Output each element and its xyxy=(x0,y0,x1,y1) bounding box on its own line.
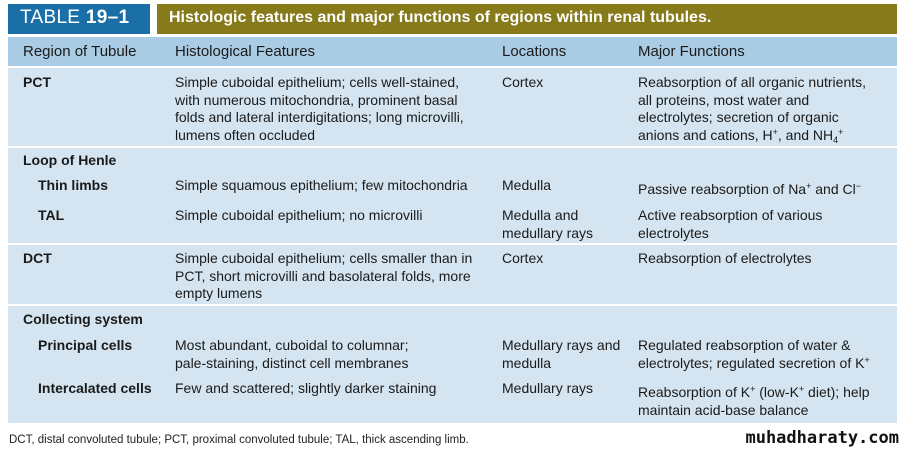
functions-tal: Active reabsorption of various electrolytes xyxy=(638,207,823,241)
table-body xyxy=(8,37,897,423)
location-thin-limbs: Medulla xyxy=(502,177,552,193)
header-rule xyxy=(8,66,897,68)
table-caption: Histologic features and major functions of regions within renal tubules. xyxy=(169,9,712,26)
column-header-locations: Locations xyxy=(502,43,567,60)
region-principal-cells: Principal cells xyxy=(38,337,133,353)
features-thin-limbs: Simple squamous epithelium; few mitochondria xyxy=(175,177,468,193)
features-dct: Simple cuboidal epithelium; cells smaller than in PCT, short microvilli and basolateral folds, more empty lumens xyxy=(175,250,473,301)
features-tal: Simple cuboidal epithelium; no microvilli xyxy=(175,207,423,223)
row-rule xyxy=(8,146,897,148)
row-rule xyxy=(8,304,897,306)
region-tal: TAL xyxy=(38,207,65,223)
table-caption-bar xyxy=(157,4,897,34)
region-intercalated-cells: Intercalated cells xyxy=(38,380,152,396)
table-word: TABLE xyxy=(20,7,81,28)
region-thin-limbs: Thin limbs xyxy=(38,177,108,193)
features-pct: Simple cuboidal epithelium; cells well-stained, with numerous mitochondria, prominent basal folds and lateral interdigitations; long microvilli, lumens often occluded xyxy=(175,74,464,143)
functions-thin-limbs: Passive reabsorption of Na+ and Cl− xyxy=(638,181,861,197)
table-number-tag xyxy=(8,4,150,34)
column-header-region: Region of Tubule xyxy=(23,43,137,60)
region-loop-of-henle: Loop of Henle xyxy=(23,152,117,168)
location-principal-cells: Medullary rays and medulla xyxy=(502,337,621,371)
table-title-bar xyxy=(8,4,897,34)
functions-principal-cells: Regulated reabsorption of water & electrolytes; regulated secretion of K+ xyxy=(638,337,870,371)
functions-intercalated-cells: Reabsorption of K+ (low-K+ diet); help maintain acid-base balance xyxy=(638,384,870,418)
table-footnote: DCT, distal convoluted tubule; PCT, proximal convoluted tubule; TAL, thick ascending limb. xyxy=(9,434,469,446)
row-rule xyxy=(8,243,897,245)
table-header-row xyxy=(8,37,897,66)
region-dct: DCT xyxy=(23,250,52,266)
features-intercalated-cells: Few and scattered; slightly darker staining xyxy=(175,380,437,396)
functions-dct: Reabsorption of electrolytes xyxy=(638,250,812,266)
location-intercalated-cells: Medullary rays xyxy=(502,380,594,396)
table-number: 19–1 xyxy=(85,7,130,28)
region-pct: PCT xyxy=(23,74,51,90)
location-dct: Cortex xyxy=(502,250,544,266)
functions-pct: Reabsorption of all organic nutrients, all proteins, most water and electrolytes; secretion of organic anions and cations, H+, and $NH_4^+$ xyxy=(638,74,867,145)
table-label xyxy=(20,7,129,29)
location-tal: Medulla and medullary rays xyxy=(502,207,594,241)
region-collecting-system: Collecting system xyxy=(23,311,143,327)
watermark: muhadharaty.com xyxy=(745,428,899,448)
column-header-features: Histological Features xyxy=(175,43,316,60)
features-principal-cells: Most abundant, cuboidal to columnar; pale-staining, distinct cell membranes xyxy=(175,337,409,371)
column-header-functions: Major Functions xyxy=(638,43,745,60)
location-pct: Cortex xyxy=(502,74,544,90)
